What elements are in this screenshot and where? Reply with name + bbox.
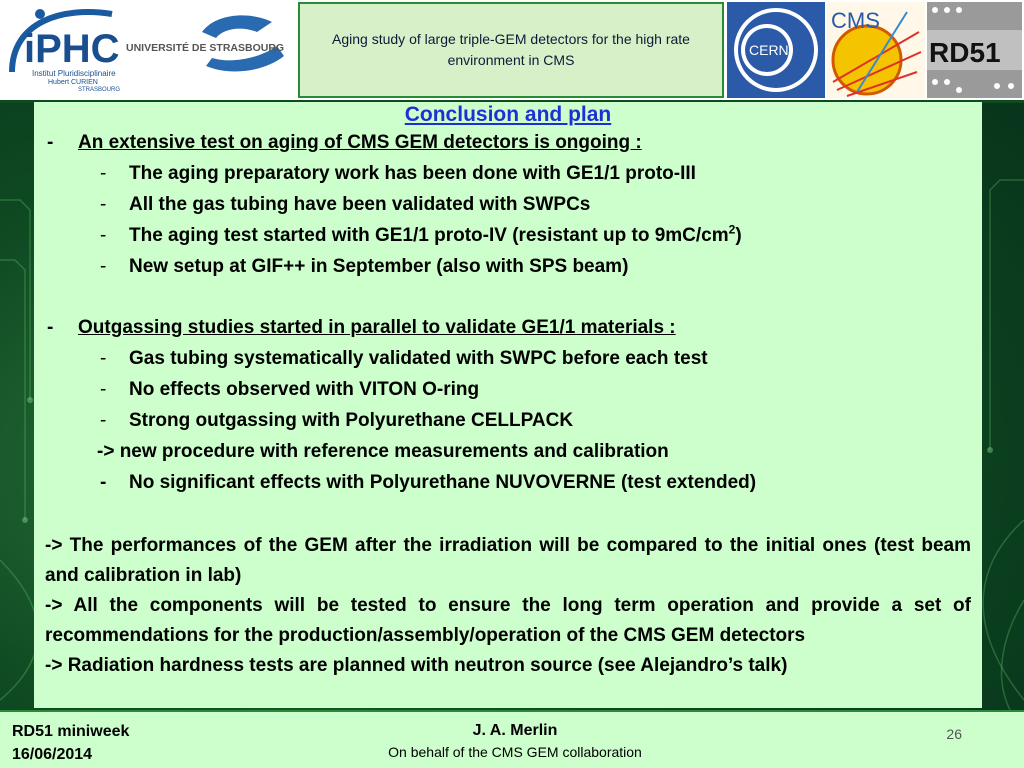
event-name: RD51 miniweek — [12, 723, 130, 740]
sub-bullet: - The aging test started with GE1/1 proto-IV (resistant up to $9mC/cm^2$) — [100, 222, 742, 246]
rd51-logo — [927, 2, 1022, 98]
svg-text:STRASBOURG: STRASBOURG — [78, 87, 121, 93]
slide-footer — [0, 710, 1024, 768]
sub-bullet: - Strong outgassing with Polyurethane CELLPACK — [100, 410, 574, 431]
conclusion-paragraph: -> The performances of the GEM after the irradiation will be compared to the initial ones (test beam and calibration in lab) — [45, 535, 971, 586]
conclusion-paragraph: -> Radiation hardness tests are planned with neutron source (see Alejandro’s talk) — [45, 655, 788, 676]
arrow-note: -> new procedure with reference measurements and calibration — [97, 441, 669, 462]
cms-logo — [827, 2, 925, 98]
collaboration-note: On behalf of the CMS GEM collaboration — [388, 744, 642, 760]
sub-bullet: - No significant effects with Polyurethane NUVOVERNE (test extended) — [100, 472, 757, 493]
iphc-main-text: iPHC — [24, 27, 120, 71]
sub-bullet: - Gas tubing systematically validated with SWPC before each test — [100, 348, 708, 369]
sub-bullet: - No effects observed with VITON O-ring — [100, 379, 480, 400]
footer-event-info — [12, 720, 129, 766]
sub-bullet: - The aging preparatory work has been done with GE1/1 proto-III — [100, 163, 696, 184]
iphc-strasbourg-logo — [2, 2, 296, 98]
bullet-heading-aging: - An extensive test on aging of CMS GEM detectors is ongoing : — [47, 132, 642, 153]
cern-logo — [727, 2, 825, 98]
footer-author-info — [340, 720, 690, 762]
author-name: J. A. Merlin — [472, 722, 558, 739]
svg-text:RD51: RD51 — [929, 37, 1001, 68]
page-number: 26 — [946, 726, 962, 742]
slide-header — [0, 0, 1024, 103]
slide-content — [34, 102, 982, 708]
university-text: UNIVERSITÉ DE STRASBOURG — [126, 42, 285, 54]
svg-text:Institut Pluridisciplinaire: Institut Pluridisciplinaire — [32, 69, 116, 78]
bullet-heading-outgassing: - Outgassing studies started in parallel to validate GE1/1 materials : — [47, 317, 676, 338]
presentation-title: Aging study of large triple-GEM detectors for the high rate environment in CMS — [298, 2, 724, 98]
section-title: Conclusion and plan — [404, 103, 612, 126]
svg-text:CMS: CMS — [831, 8, 880, 33]
conclusion-paragraph: -> All the components will be tested to ensure the long term operation and provide a set of recommendations for the production/assembly/operation of the CMS GEM detectors — [45, 595, 971, 646]
sub-bullet: - All the gas tubing have been validated with SWPCs — [100, 194, 591, 215]
event-date: 16/06/2014 — [12, 746, 93, 763]
svg-text:Hubert CURIEN: Hubert CURIEN — [48, 79, 98, 86]
sub-bullet: - New setup at GIF++ in September (also with SPS beam) — [100, 256, 629, 277]
svg-text:CERN: CERN — [749, 42, 789, 58]
